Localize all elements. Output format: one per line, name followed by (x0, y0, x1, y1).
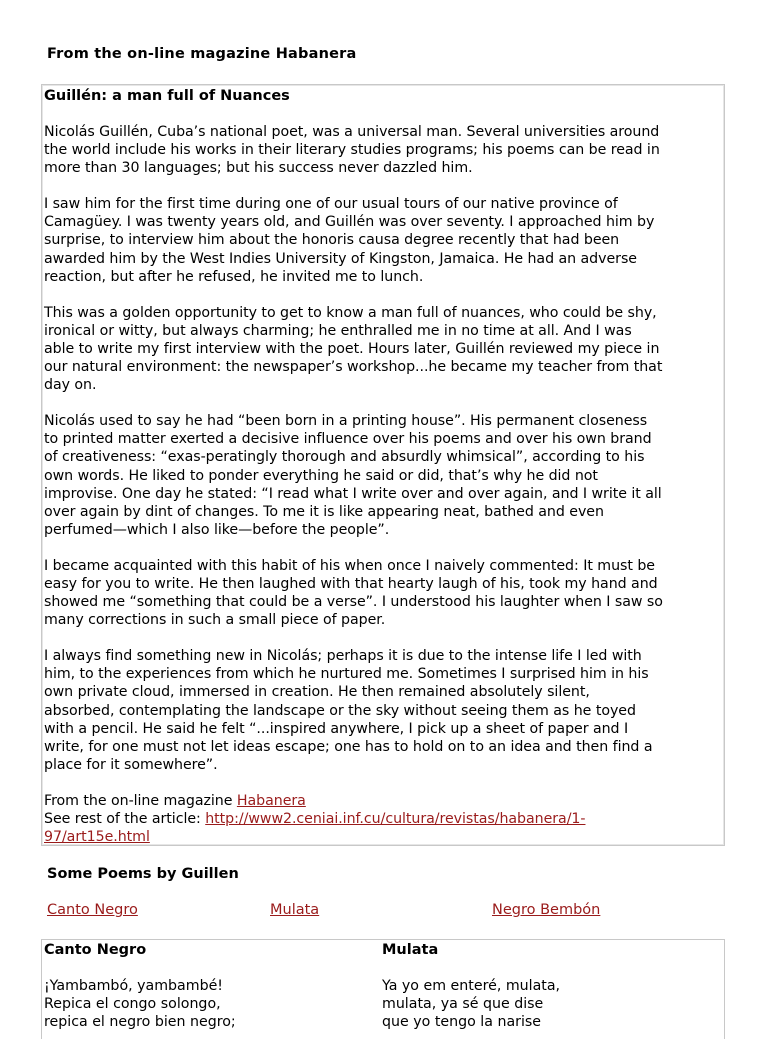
article-paragraph: Nicolás used to say he had “been born in a printing house”. His permanent closeness to printed matter exerted a decisive influence over his poems and over his own brand of creativeness: “exas-peratingly thorough and absurdly whimsical”, according to his own words. He liked to ponder everything he said or did, that’s why he did not improvise. One day he stated: “I read what I write over and over again, and I write it all over again by dint of changes. To me it is like appearing neat, bathed and even perfumed—which I also like—before the people”. (44, 413, 662, 538)
article-source (44, 792, 724, 846)
source-prefix: From the on-line magazine (44, 792, 237, 809)
poem-link-mulata[interactable]: Mulata (270, 902, 320, 918)
article-paragraph: Nicolás Guillén, Cuba’s national poet, was a universal man. Several universities around the world include his works in their literary studies programs; his poems can be read in more than 30 languages; but his success never dazzled him. (44, 124, 660, 177)
article-url-line1[interactable]: http://www2.ceniai.inf.cu/cultura/revistas/habanera/1- (205, 811, 586, 827)
poem-lines: ¡Yambambó, yambambé! Repica el congo solongo, repica el negro bien negro; (44, 978, 236, 1031)
poem-link-negro-bembon[interactable]: Negro Bembón (492, 902, 601, 918)
page-heading: From the on-line magazine Habanera (47, 46, 357, 62)
poem-title: Mulata (382, 942, 439, 958)
article-paragraph: This was a golden opportunity to get to know a man full of nuances, who could be shy, ironical or witty, but always charming; he enthralled me in no time at all. And I was able to write my first interview with the poet. Hours later, Guillén reviewed my piece in our natural environment: the newspaper’s workshop...he became my teacher from that day on. (44, 304, 663, 394)
habanera-link[interactable]: Habanera (236, 792, 306, 809)
poem-lines: Ya yo em enteré, mulata, mulata, ya sé que dise que yo tengo la narise (382, 978, 561, 1031)
poem-link-canto-negro[interactable]: Canto Negro (47, 902, 138, 918)
poem-mulata (382, 941, 560, 1031)
poem-box (41, 939, 725, 1039)
poem-title: Canto Negro (44, 942, 147, 958)
article-paragraph: I saw him for the first time during one of our usual tours of our native province of Camagüey. I was twenty years old, and Guillén was over seventy. I approached him by surprise, to interview him about the honoris causa degree recently that had been awarded him by the West Indies University of Kingston, Jamaica. He had an adverse reaction, but after he refused, he invited me to lunch. (44, 196, 655, 285)
poem-canto-negro (44, 941, 236, 1031)
article-box (41, 84, 725, 846)
article-paragraph: I always find something new in Nicolás; perhaps it is due to the intense life I led with him, to the experiences from which he nurtured me. Sometimes I surprised him in his own private cloud, immersed in creation. He then remained absolutely silent, absorbed, contemplating the landscape or the sky without seeing them as he toyed with a pencil. He said he felt “...inspired anywhere, I pick up a sheet of paper and I write, for one must not let ideas escape; one has to hold on to an idea and then find a place for it somewhere”. (44, 648, 653, 773)
poems-heading: Some Poems by Guillen (47, 866, 239, 882)
article-title: Guillén: a man full of Nuances (44, 88, 290, 104)
article-paragraph: I became acquainted with this habit of his when once I naively commented: It must be easy for you to write. He then laughed with that hearty laugh of his, took my hand and showed me “something that could be a verse”. I understood his laughter when I saw so many corrections in such a small piece of paper. (44, 557, 663, 629)
article-body (44, 123, 724, 846)
rest-prefix: See rest of the article: (44, 811, 206, 827)
article-url-line2[interactable]: 97/art15e.html (44, 829, 150, 846)
